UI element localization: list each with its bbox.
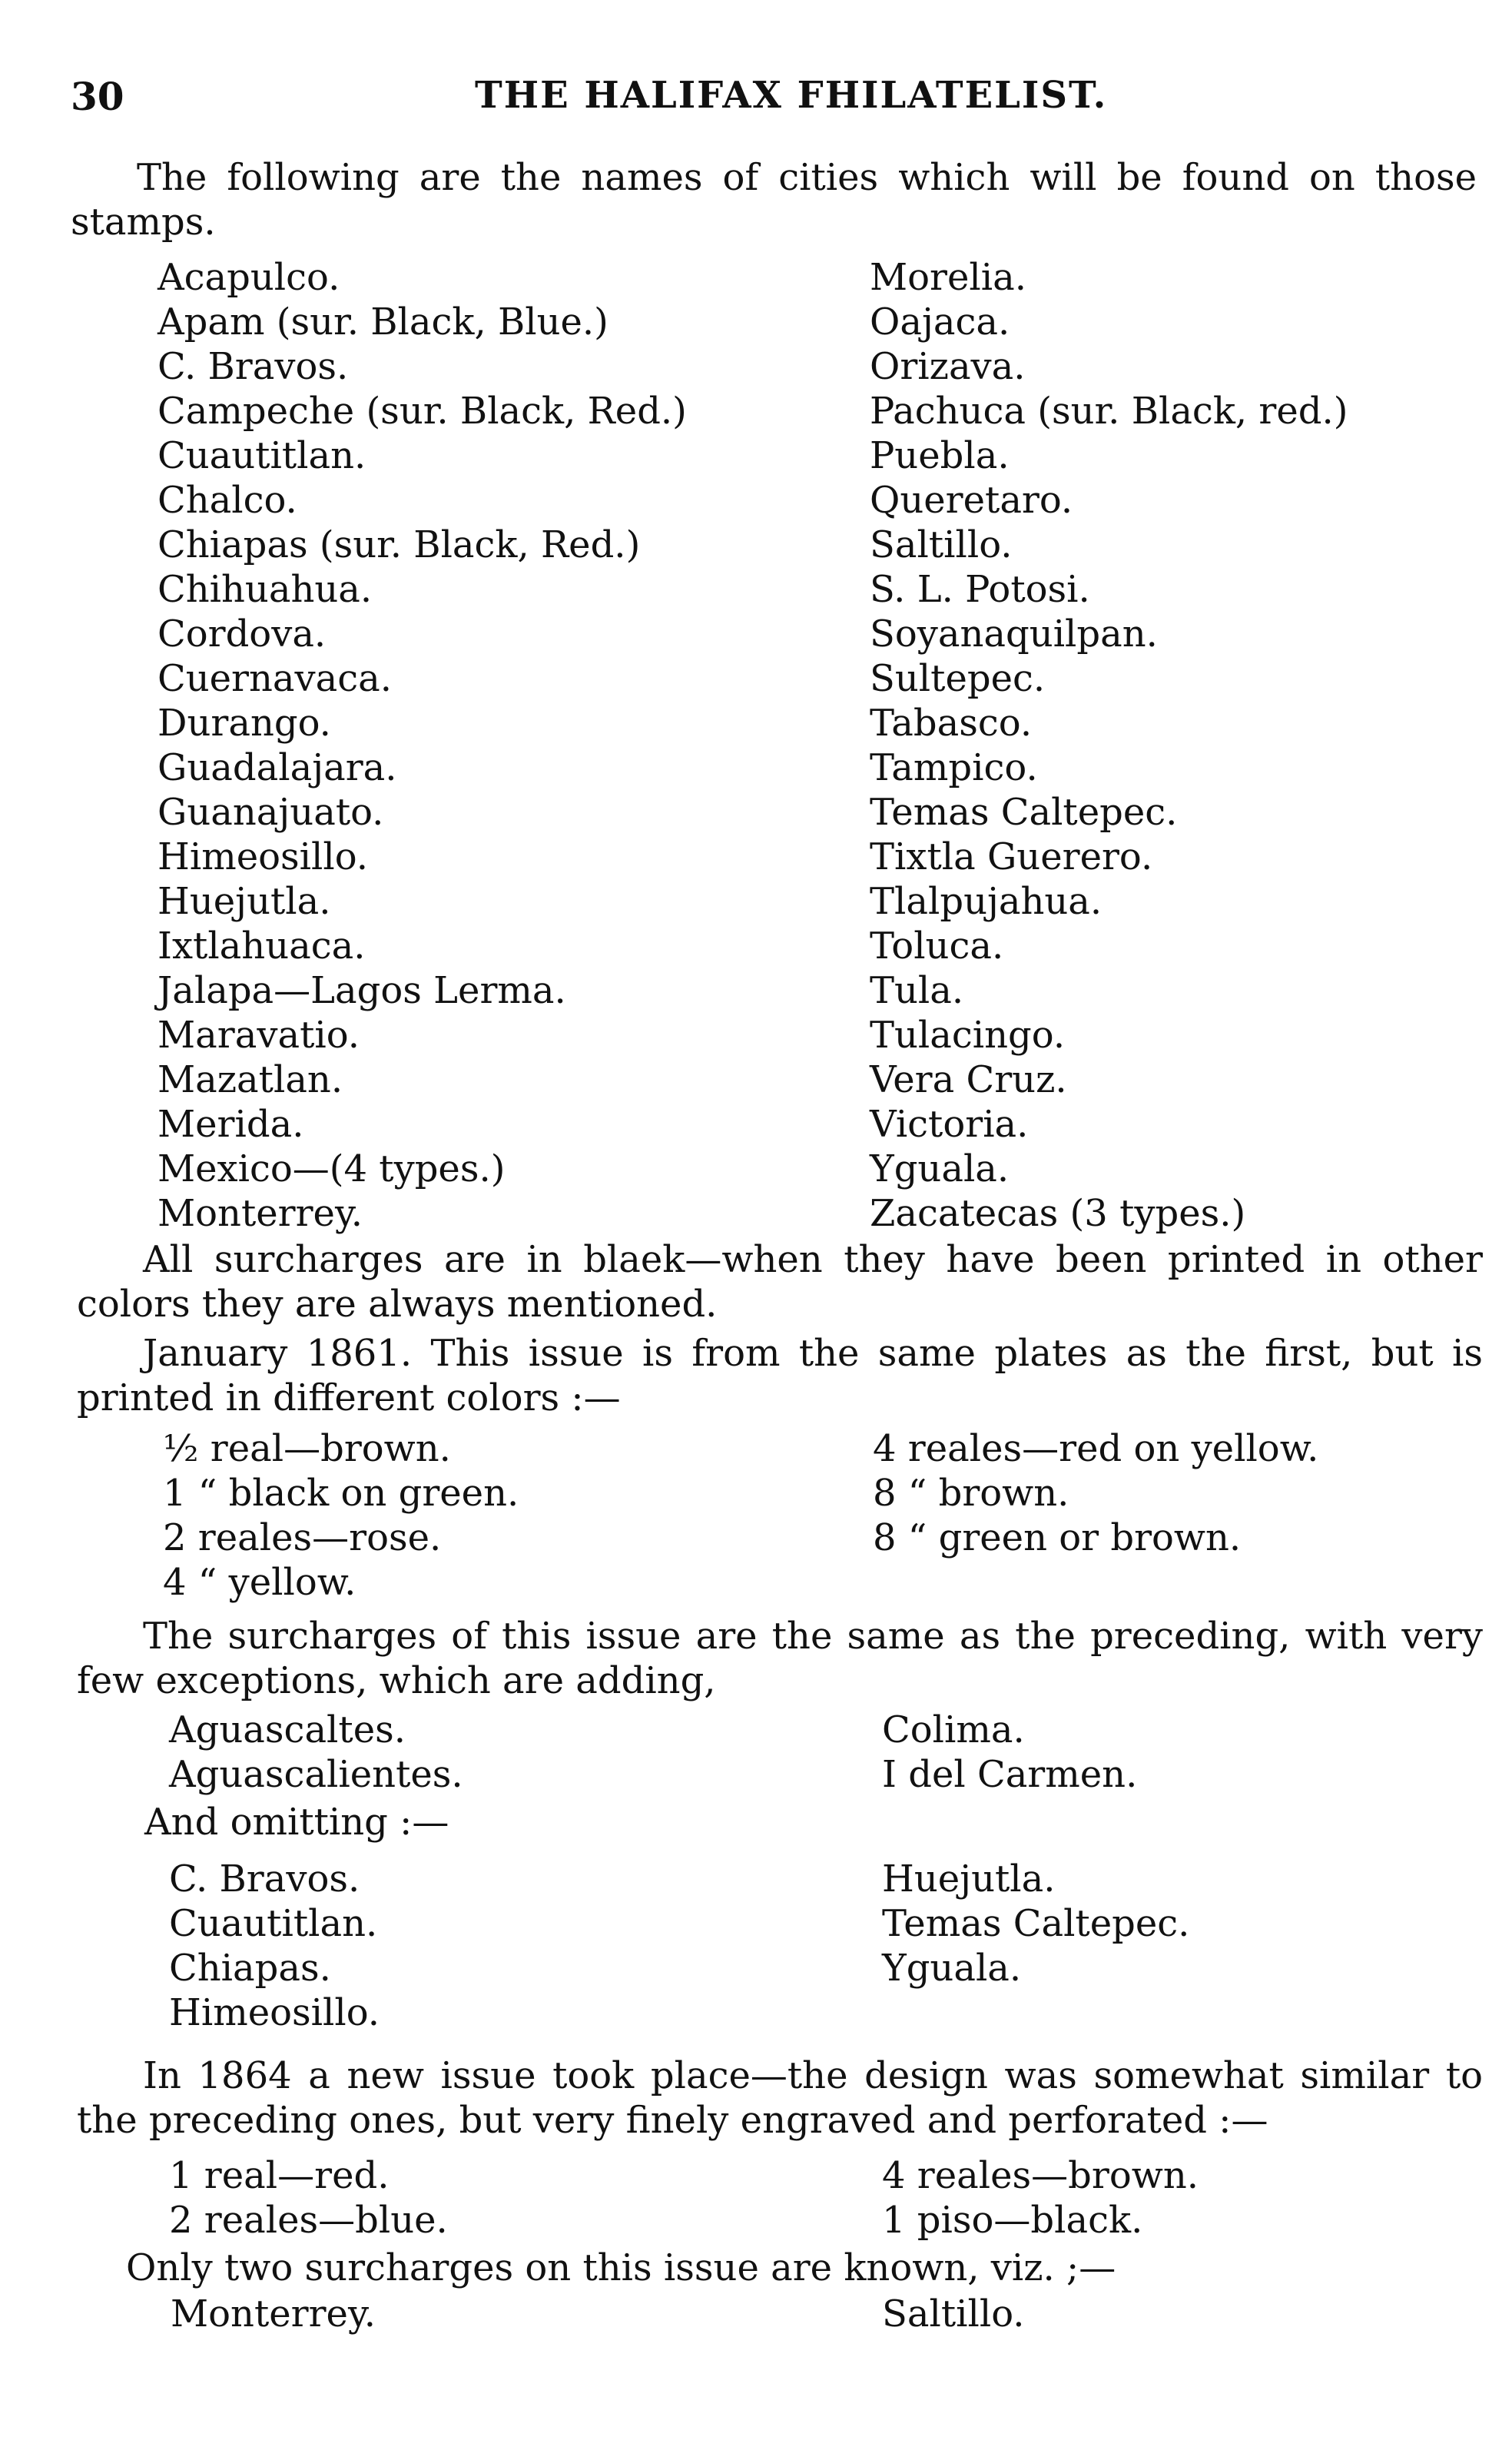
list-item: 8 “ green or brown. <box>873 1516 1242 1559</box>
list-item: 4 reales—brown. <box>882 2154 1199 2197</box>
page-number: 30 <box>71 74 124 119</box>
surcharges-note: All surcharges are in blaek—when they have been printed in other colors they are always mentioned. <box>77 1238 1483 1326</box>
list-item: Tabasco. <box>870 702 1033 745</box>
list-item: 4 reales—red on yellow. <box>873 1427 1319 1470</box>
list-item: Tulacingo. <box>870 1014 1066 1057</box>
list-item: 8 “ brown. <box>873 1472 1069 1515</box>
list-item: Cuautitlan. <box>169 1902 378 1945</box>
list-item: Yguala. <box>870 1147 1010 1190</box>
list-item: Temas Caltepec. <box>870 791 1178 834</box>
list-item: Cuernavaca. <box>158 657 393 700</box>
list-item: 2 reales—blue. <box>169 2199 448 2242</box>
omitting-right <box>882 1857 1189 1990</box>
list-item: Mazatlan. <box>158 1058 343 1101</box>
list-item: Vera Cruz. <box>870 1058 1067 1101</box>
list-item: Ixtlahuaca. <box>158 925 366 968</box>
values-1864-left <box>169 2153 448 2243</box>
list-item: Morelia. <box>870 256 1026 299</box>
list-item: Yguala. <box>882 1947 1022 1990</box>
cities-left-column <box>158 255 687 1236</box>
list-item: Victoria. <box>870 1103 1029 1146</box>
list-item: Colima. <box>882 1708 1025 1751</box>
surcharges-1861-paragraph: The surcharges of this issue are the same as the preceding, with very few exceptions, which are adding, <box>77 1615 1483 1702</box>
adding-left <box>169 1708 463 1797</box>
cities-right-column <box>870 255 1348 1236</box>
list-item: Pachuca (sur. Black, red.) <box>870 390 1348 433</box>
list-item: 1 real—red. <box>169 2154 390 2197</box>
list-item: 1 “ black on green. <box>163 1472 519 1515</box>
list-item: Guanajuato. <box>158 791 384 834</box>
list-item: Toluca. <box>870 925 1004 968</box>
list-item: Tlalpujahua. <box>870 880 1102 923</box>
list-item: Aguascalientes. <box>169 1753 463 1796</box>
issue-1861-paragraph: January 1861. This issue is from the same plates as the first, but is printed in different colors :— <box>77 1332 1483 1419</box>
list-item: Tixtla Guerero. <box>870 835 1153 878</box>
list-item: Chalco. <box>158 479 297 522</box>
list-item: Himeosillo. <box>158 835 369 878</box>
list-item: Apam (sur. Black, Blue.) <box>158 300 608 344</box>
list-item: Queretaro. <box>870 479 1073 522</box>
list-item: Saltillo. <box>870 523 1013 566</box>
values-1861-left <box>163 1426 519 1605</box>
values-1864-right <box>882 2153 1199 2243</box>
list-item: Himeosillo. <box>169 1991 380 2034</box>
running-head: THE HALIFAX FHILATELIST. <box>475 74 1108 117</box>
list-item: I del Carmen. <box>882 1753 1138 1796</box>
omitting-left <box>169 1857 380 2035</box>
known-surcharge-right: Saltillo. <box>882 2292 1025 2336</box>
list-item: S. L. Potosi. <box>870 568 1090 611</box>
list-item: Cordova. <box>158 613 327 656</box>
list-item: C. Bravos. <box>158 345 349 388</box>
list-item: Campeche (sur. Black, Red.) <box>158 390 687 433</box>
list-item: 1 piso—black. <box>882 2199 1143 2242</box>
list-item: Acapulco. <box>158 256 340 299</box>
list-item: Oajaca. <box>870 300 1010 344</box>
known-surcharge-left: Monterrey. <box>171 2292 376 2336</box>
list-item: C. Bravos. <box>169 1857 360 1901</box>
list-item: Temas Caltepec. <box>882 1902 1190 1945</box>
list-item: Jalapa—Lagos Lerma. <box>158 969 566 1012</box>
list-item: Tula. <box>870 969 964 1012</box>
list-item: Durango. <box>158 702 331 745</box>
list-item: Puebla. <box>870 434 1010 477</box>
list-item: Zacatecas (3 types.) <box>870 1192 1246 1235</box>
list-item: 2 reales—rose. <box>163 1516 442 1559</box>
list-item: Maravatio. <box>158 1014 360 1057</box>
list-item: Chiapas (sur. Black, Red.) <box>158 523 641 566</box>
list-item: Huejutla. <box>158 880 331 923</box>
list-item: Chiapas. <box>169 1947 331 1990</box>
surcharges-1864-paragraph: Only two surcharges on this issue are known, viz. ;— <box>126 2246 1116 2289</box>
list-item: Sultepec. <box>870 657 1046 700</box>
list-item: Aguascaltes. <box>169 1708 406 1751</box>
list-item: Guadalajara. <box>158 746 397 789</box>
omitting-label: And omitting :— <box>144 1801 449 1844</box>
adding-right <box>882 1708 1137 1797</box>
intro-paragraph: The following are the names of cities which will be found on those stamps. <box>71 156 1477 244</box>
list-item: Chihuahua. <box>158 568 373 611</box>
list-item: Tampico. <box>870 746 1038 789</box>
list-item: Huejutla. <box>882 1857 1056 1901</box>
list-item: ½ real—brown. <box>163 1427 451 1470</box>
values-1861-right <box>873 1426 1318 1560</box>
list-item: Merida. <box>158 1103 304 1146</box>
list-item: Monterrey. <box>158 1192 363 1235</box>
issue-1864-paragraph: In 1864 a new issue took place—the design was somewhat similar to the preceding ones, but very finely engraved and perforated :— <box>77 2054 1483 2142</box>
list-item: Mexico—(4 types.) <box>158 1147 506 1190</box>
list-item: Soyanaquilpan. <box>870 613 1158 656</box>
list-item: 4 “ yellow. <box>163 1561 356 1604</box>
list-item: Cuautitlan. <box>158 434 366 477</box>
list-item: Orizava. <box>870 345 1026 388</box>
